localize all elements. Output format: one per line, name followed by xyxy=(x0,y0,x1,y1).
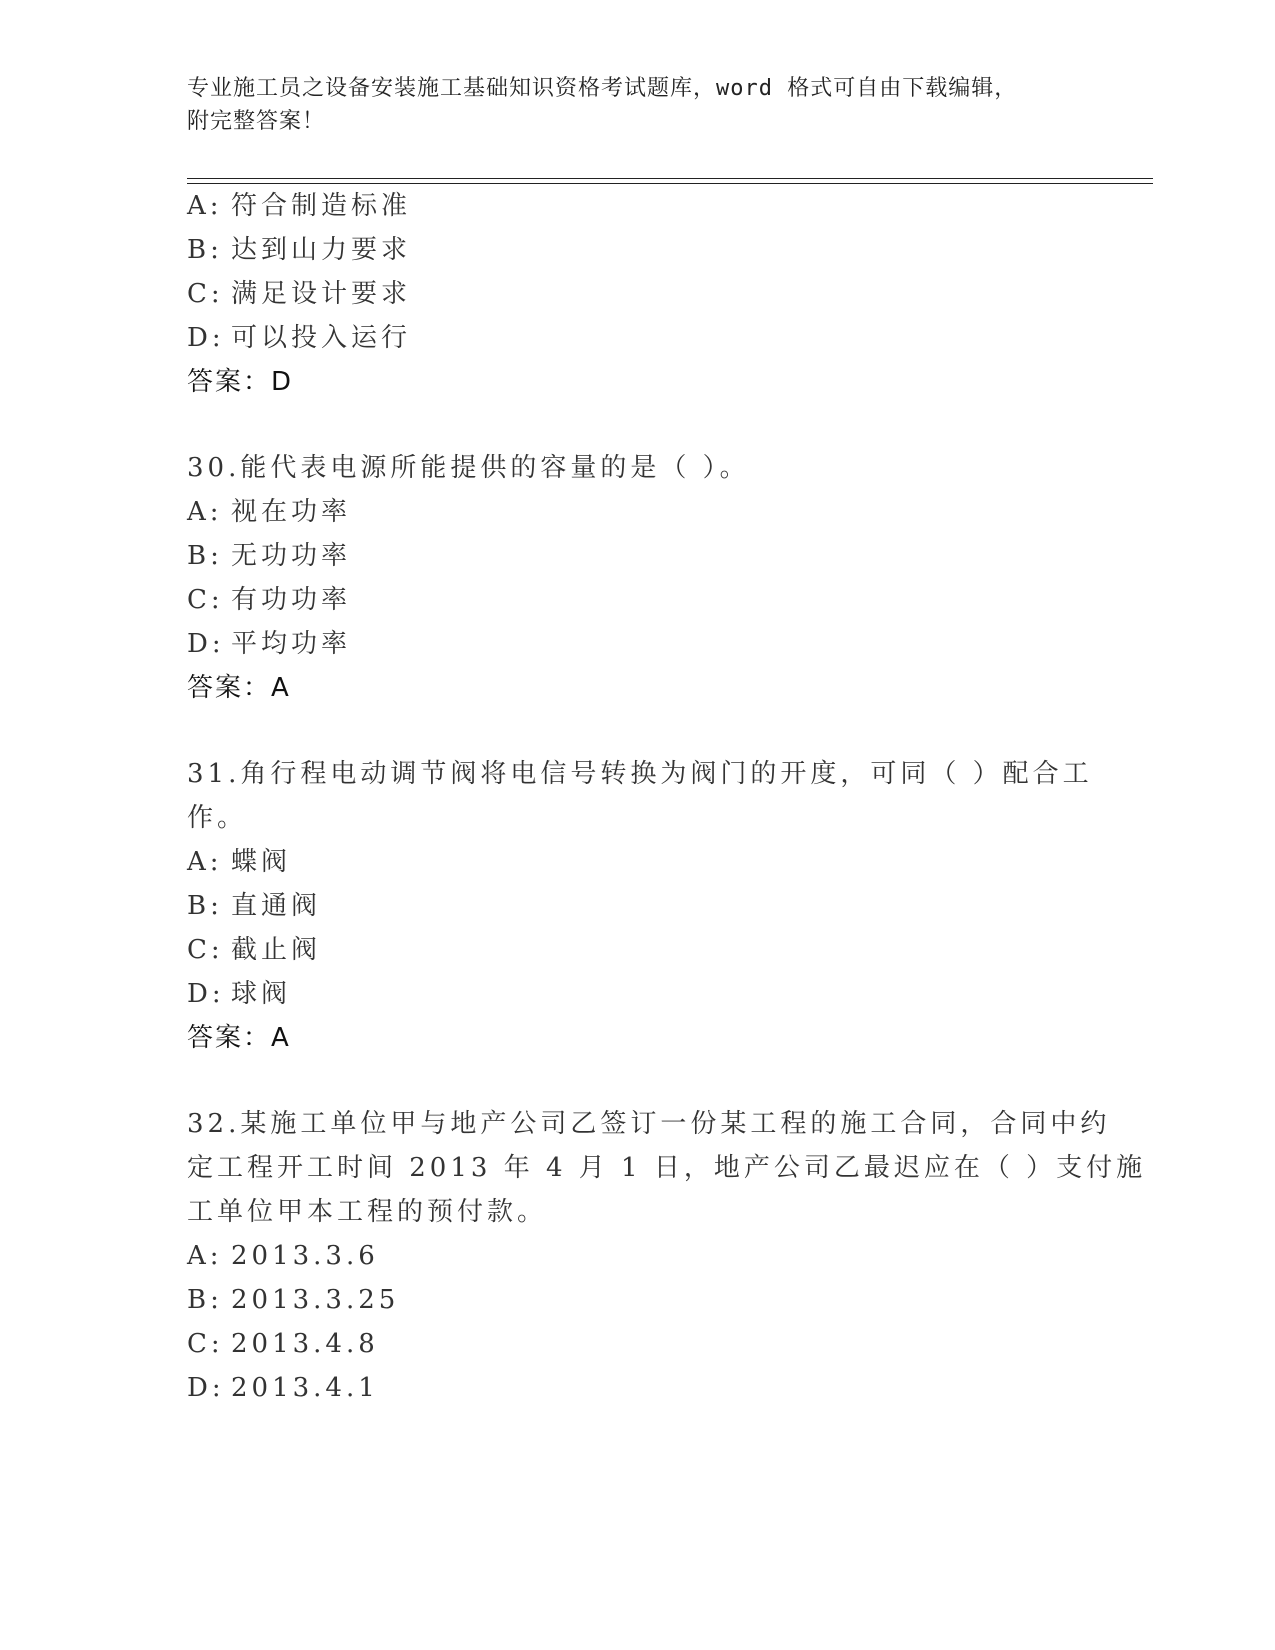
header-line-2: 附完整答案！ xyxy=(187,109,326,134)
option-c: C: 2013.4.8 xyxy=(187,1329,379,1359)
option-c: C: 截止阀 xyxy=(187,935,322,965)
option-c: C: 满足设计要求 xyxy=(187,279,412,309)
option-d: D: 平均功率 xyxy=(187,629,352,659)
answer: 答案：A xyxy=(187,1023,291,1053)
header-divider-bottom xyxy=(187,183,1153,184)
option-b: B: 无功功率 xyxy=(187,541,352,571)
question-text-continued: 工单位甲本工程的预付款。 xyxy=(187,1197,548,1227)
option-b: B: 直通阀 xyxy=(187,891,322,921)
answer: 答案：A xyxy=(187,673,291,703)
header-line-1: 专业施工员之设备安装施工基础知识资格考试题库，word 格式可自由下载编辑， xyxy=(187,76,1018,101)
header-divider-top xyxy=(187,178,1153,179)
option-a: A: 蝶阀 xyxy=(187,847,292,877)
question-text: 30.能代表电源所能提供的容量的是（ ）。 xyxy=(187,453,750,483)
document-header xyxy=(187,72,1077,138)
option-d: D: 可以投入运行 xyxy=(187,323,412,353)
option-a: A: 视在功率 xyxy=(187,497,352,527)
option-a: A: 符合制造标准 xyxy=(187,191,412,221)
answer: 答案：D xyxy=(187,367,294,397)
option-c: C: 有功功率 xyxy=(187,585,352,615)
option-d: D: 球阀 xyxy=(187,979,292,1009)
question-text: 31.角行程电动调节阀将电信号转换为阀门的开度，可同（ ）配合工 xyxy=(187,759,1093,789)
question-text-continued: 作。 xyxy=(187,803,248,833)
question-text: 32.某施工单位甲与地产公司乙签订一份某工程的施工合同，合同中约 xyxy=(187,1109,1111,1139)
option-a: A: 2013.3.6 xyxy=(187,1241,379,1271)
option-d: D: 2013.4.1 xyxy=(187,1373,379,1403)
question-text-continued: 定工程开工时间 2013 年 4 月 1 日，地产公司乙最迟应在（ ）支付施 xyxy=(187,1153,1147,1183)
option-b: B: 2013.3.25 xyxy=(187,1285,400,1315)
option-b: B: 达到山力要求 xyxy=(187,235,412,265)
